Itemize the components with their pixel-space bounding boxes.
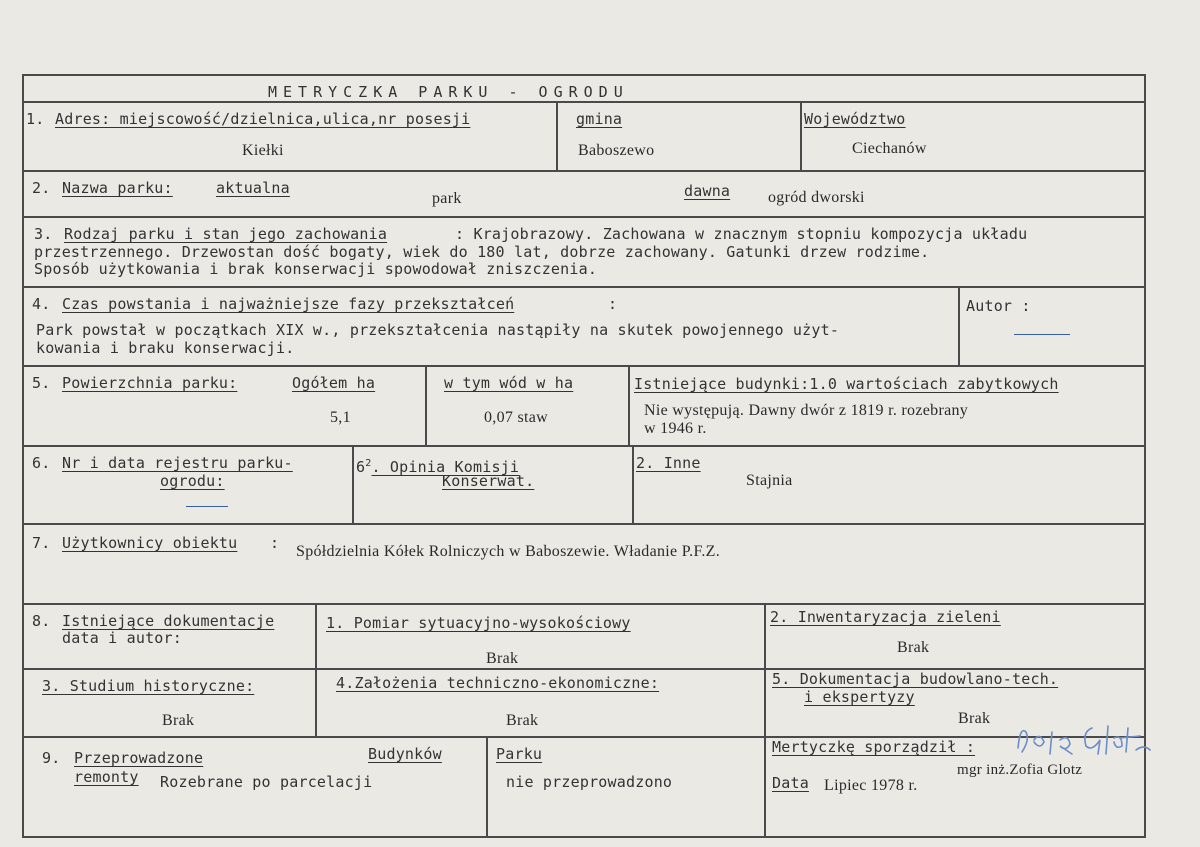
type-text-line3: Sposób użytkowania i brak konserwacji spowodował zniszczenia.: [34, 260, 598, 278]
col-sep: [425, 365, 427, 446]
name-number: 2.: [32, 179, 51, 197]
repairs-label-line2: remonty: [74, 768, 139, 786]
register-number: 6.: [32, 454, 51, 472]
col-sep: [800, 101, 802, 171]
col-sep: [958, 286, 960, 366]
area-label: Powierzchnia parku:: [62, 374, 238, 392]
buildings-label: Istniejące budynki:1.0 wartościach zabytkowych: [634, 375, 1059, 393]
gmina-value: Baboszewo: [578, 142, 655, 159]
history-number: 4.: [32, 295, 51, 313]
row-sep: [22, 523, 1146, 525]
card-title: METRYCZKA PARKU - OGRODU: [268, 83, 629, 101]
other-value: Stajnia: [746, 472, 793, 489]
doc3-label: 3. Studium historyczne:: [42, 677, 255, 695]
repairs-park-value: nie przeprowadzono: [506, 773, 673, 791]
doc5-value: Brak: [958, 710, 991, 727]
opinion-label-text: . Opinia Komisji: [371, 458, 520, 476]
history-text-line1: Park powstał w początkach XIX w., przekształcenia nastąpiły na skutek powojennego użyt-: [36, 321, 840, 339]
row-sep: [22, 170, 1146, 172]
type-label: Rodzaj parku i stan jego zachowania: [64, 225, 388, 243]
repairs-buildings-label: Budynków: [368, 745, 442, 763]
register-label-line1: Nr i data rejestru parku-: [62, 454, 293, 472]
area-water-value: 0,07 staw: [484, 409, 549, 426]
frame-bottom: [22, 836, 1146, 838]
users-label: Użytkownicy obiektu: [62, 534, 238, 552]
address-number: 1.: [26, 110, 45, 128]
doc2-value: Brak: [897, 639, 930, 656]
docs-label-line2: data i autor:: [62, 629, 182, 647]
col-sep: [486, 736, 488, 837]
doc2-label: 2. Inwentaryzacja zieleni: [770, 608, 1001, 626]
doc1-label: 1. Pomiar sytuacyjno-wysokościowy: [326, 614, 631, 632]
repairs-buildings-value: Rozebrane po parcelacji: [160, 773, 373, 791]
area-total-value: 5,1: [330, 409, 351, 426]
voivodeship-label: Województwo: [804, 110, 906, 128]
row-sep: [22, 216, 1146, 218]
col-sep: [352, 445, 354, 524]
doc4-value: Brak: [506, 712, 539, 729]
register-label-line2: ogrodu:: [160, 472, 225, 490]
col-sep: [632, 445, 634, 524]
col-sep: [556, 101, 558, 171]
repairs-number: 9.: [42, 749, 61, 767]
buildings-text-line2: w 1946 r.: [644, 420, 707, 437]
row-sep: [22, 736, 1146, 738]
users-value: Spółdzielnia Kółek Rolniczych w Baboszewie. Władanie P.F.Z.: [296, 543, 721, 560]
frame-left: [22, 74, 24, 838]
row-sep: [22, 365, 1146, 367]
frame-top: [22, 74, 1146, 76]
row-sep: [22, 286, 1146, 288]
prepared-by-value: mgr inż.Zofia Glotz: [957, 762, 1083, 778]
date-label: Data: [772, 774, 809, 792]
doc4-label: 4.Założenia techniczno-ekonomiczne:: [336, 674, 660, 692]
type-text-line1: : Krajobrazowy. Zachowana w znacznym stopniu kompozycja układu: [455, 225, 1028, 243]
voivodeship-value: Ciechanów: [852, 140, 927, 157]
opinion-label-line2: Konserwat.: [442, 472, 535, 490]
history-text-line2: kowania i braku konserwacji.: [36, 339, 295, 357]
repairs-label-line1: Przeprowadzone: [74, 749, 204, 767]
doc3-value: Brak: [162, 712, 195, 729]
register-blank-mark: [186, 506, 228, 507]
type-text-line2: przestrzennego. Drzewostan dość bogaty, wiek do 180 lat, dobrze zachowany. Gatunki drzew rodzime.: [34, 243, 930, 261]
gmina-label: gmina: [576, 110, 623, 128]
history-label: Czas powstania i najważniejsze fazy przekształceń: [62, 295, 515, 313]
docs-number: 8.: [32, 612, 51, 630]
row-sep: [22, 445, 1146, 447]
area-number: 5.: [32, 374, 51, 392]
name-former-label: dawna: [684, 182, 731, 200]
author-label: Autor :: [966, 297, 1031, 315]
doc5-label-line1: 5. Dokumentacja budowlano-tech.: [772, 670, 1059, 688]
history-colon: :: [608, 295, 618, 313]
type-number: 3.: [34, 225, 53, 243]
row-sep: [22, 603, 1146, 605]
address-label: Adres: miejscowość/dzielnica,ulica,nr posesji: [55, 110, 471, 128]
name-current-value: park: [432, 190, 462, 207]
col-sep: [315, 603, 317, 737]
author-blank-mark: [1014, 334, 1070, 335]
col-sep: [628, 365, 630, 446]
area-total-label: Ogółem ha: [292, 374, 376, 392]
buildings-text-line1: Nie występują. Dawny dwór z 1819 r. rozebrany: [644, 402, 969, 419]
date-value: Lipiec 1978 r.: [824, 777, 918, 794]
repairs-park-label: Parku: [496, 745, 543, 763]
address-value: Kiełki: [242, 142, 284, 159]
docs-label-line1: Istniejące dokumentacje: [62, 612, 275, 630]
row-sep: [22, 101, 1146, 103]
area-water-label: w tym wód w ha: [444, 374, 574, 392]
other-label: 2. Inne: [636, 454, 701, 472]
users-colon: :: [270, 534, 280, 552]
prepared-by-label: Mertyczkę sporządził :: [772, 738, 976, 756]
opinion-superscript: 2: [365, 458, 372, 469]
col-sep: [764, 603, 766, 837]
signature: [1010, 718, 1160, 768]
opinion-number: 6: [356, 458, 366, 476]
name-current-label: aktualna: [216, 179, 290, 197]
name-former-value: ogród dworski: [768, 189, 865, 206]
users-number: 7.: [32, 534, 51, 552]
doc1-value: Brak: [486, 650, 519, 667]
doc5-label-line2: i ekspertyzy: [804, 688, 915, 706]
name-label: Nazwa parku:: [62, 179, 173, 197]
